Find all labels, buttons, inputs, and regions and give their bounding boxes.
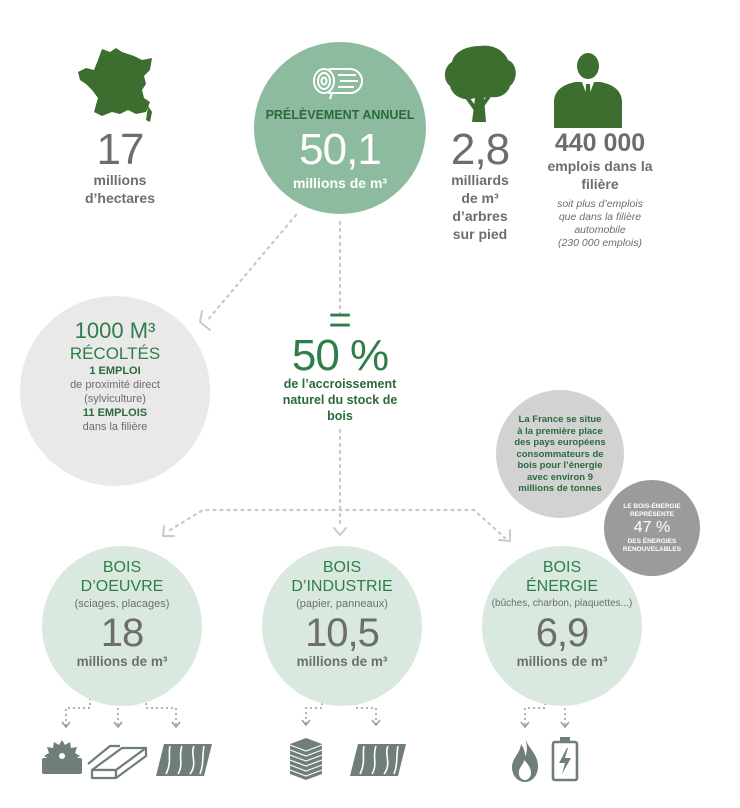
energie-value: 6,9: [535, 611, 589, 655]
energie-sub: (bûches, charbon, plaquettes...): [491, 598, 633, 609]
industrie-t2: D’INDUSTRIE: [291, 578, 393, 595]
emplois-line1: emplois dans la: [547, 158, 653, 174]
energie-part-l1: LE BOIS-ÉNERGIE: [623, 503, 681, 510]
recoltes-l3: (sylviculture): [84, 393, 146, 405]
industrie-value: 10,5: [305, 611, 379, 655]
france-unit-2: d’hectares: [84, 190, 156, 206]
energie-part-l3: DES ÉNERGIES: [627, 538, 677, 545]
energie-t1: BOIS: [542, 559, 582, 576]
france-conso-l4: consommateurs de: [516, 448, 604, 460]
france-conso-l6: avec environ 9: [526, 471, 593, 483]
battery-icon: [550, 736, 580, 782]
energie-part-value: 47 %: [633, 519, 671, 536]
energie-part-l2: REPRÉSENTE: [629, 511, 675, 518]
recoltes-l5: dans la filière: [82, 421, 148, 433]
wood-panel-icon: [154, 740, 214, 780]
emplois-value: 440 000: [554, 129, 646, 157]
accroissement-l1: de l’accroissement: [283, 377, 397, 391]
wood-panel-icon-2: [348, 740, 408, 780]
arbres-line3: d’arbres: [452, 208, 508, 224]
emplois-note1: soit plus d’emplois: [557, 198, 643, 210]
accroissement-equals: =: [328, 298, 352, 342]
oeuvre-value: 18: [100, 611, 144, 655]
prelevement-unit: millions de m³: [292, 175, 388, 191]
prelevement-value: 50,1: [299, 125, 381, 174]
energie-unit: millions de m³: [516, 654, 608, 669]
france-unit-1: millions: [93, 172, 147, 188]
france-conso-l5: bois pour l’énergie: [517, 460, 603, 471]
energie-t2: ÉNERGIE: [525, 578, 598, 595]
accroissement-l2: naturel du stock de: [282, 393, 398, 407]
oeuvre-t1: BOIS: [102, 559, 142, 576]
arbres-line2: de m³: [461, 190, 499, 206]
paper-stack-icon: [286, 736, 326, 780]
arbres-line1: milliards: [451, 172, 509, 188]
planks-icon: [86, 740, 150, 780]
prelevement-title: PRÉLÈVEMENT ANNUEL: [265, 108, 415, 122]
flame-icon: [510, 736, 540, 782]
oeuvre-unit: millions de m³: [76, 654, 168, 669]
arbres-line4: sur pied: [452, 226, 508, 242]
accroissement-l3: bois: [327, 409, 353, 423]
recoltes-l4: 11 EMPLOIS: [82, 407, 148, 419]
emplois-note2: que dans la filière: [558, 211, 642, 223]
france-conso-l3: des pays européens: [514, 437, 606, 448]
recoltes-l2: de proximité direct: [70, 379, 160, 391]
france-value: 17: [96, 125, 144, 174]
emplois-note3: automobile: [574, 224, 626, 236]
oeuvre-t2: D’OEUVRE: [80, 578, 164, 595]
recoltes-l1: 1 EMPLOI: [89, 365, 141, 377]
recoltes-title1: 1000 M³: [74, 318, 156, 343]
recoltes-title2: RÉCOLTÉS: [69, 344, 161, 363]
france-conso-l1: La France se situe: [518, 414, 602, 425]
france-conso-l2: à la première place: [517, 425, 603, 437]
arbres-value: 2,8: [450, 125, 510, 174]
emplois-line2: filière: [581, 176, 619, 192]
france-conso-l7: millions de tonnes: [518, 483, 602, 494]
saw-blade-icon: [40, 734, 84, 778]
tree-icon: [442, 44, 518, 126]
worker-icon: [552, 52, 624, 128]
energie-part-l4: RENOUVELABLES: [622, 546, 682, 553]
oeuvre-sub: (sciages, placages): [74, 598, 170, 610]
industrie-unit: millions de m³: [296, 654, 388, 669]
industrie-sub: (papier, panneaux): [296, 598, 388, 610]
accroissement-value: 50 %: [291, 331, 389, 380]
france-map-icon: [76, 46, 156, 124]
log-icon: [310, 64, 370, 100]
emplois-note4: (230 000 emplois): [557, 237, 643, 249]
industrie-t1: BOIS: [322, 559, 362, 576]
